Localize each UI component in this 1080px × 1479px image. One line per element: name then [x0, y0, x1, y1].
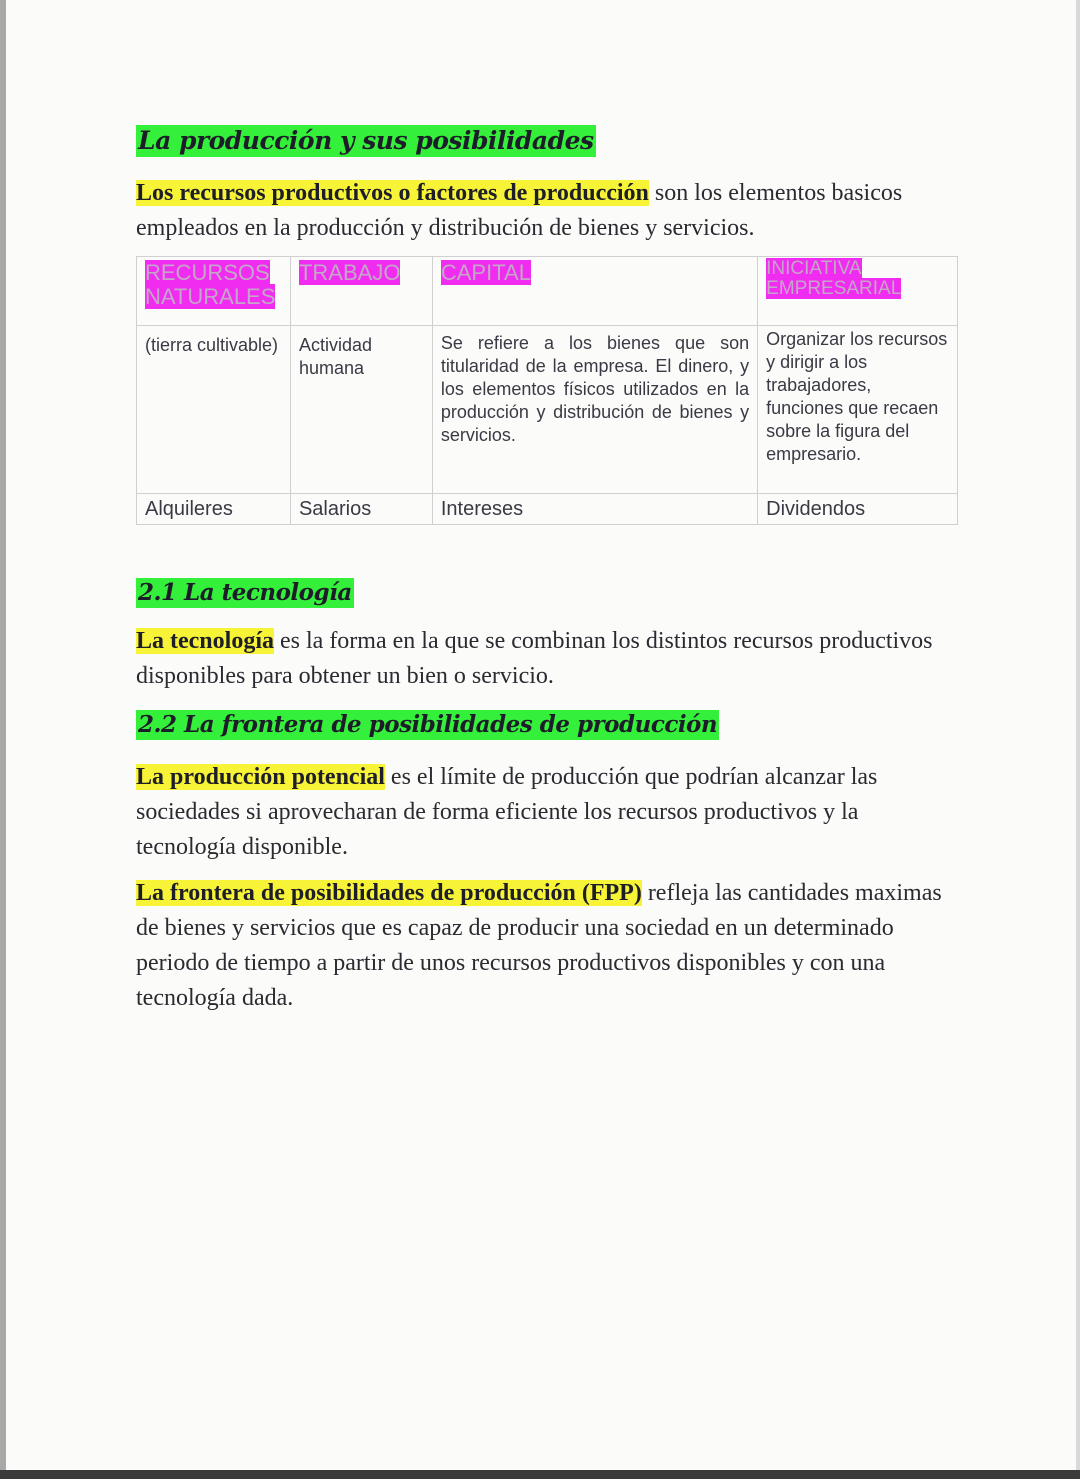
header-cell-iniciativa	[758, 257, 958, 326]
header-iniciativa: INICIATIVA EMPRESARIAL	[766, 258, 902, 299]
table-description-row	[137, 326, 958, 494]
header-capital: CAPITAL	[440, 260, 531, 285]
scan-bottom-edge	[0, 1470, 1080, 1479]
reward-capital: Intereses	[432, 494, 757, 525]
table-reward-row	[137, 494, 958, 525]
desc-capital: Se refiere a los bienes que son titularidad de la empresa. El dinero, y los elementos físicos utilizados en la producción y distribución de bienes y servicios.	[432, 326, 757, 494]
heading-tecnologia: 2.1 La tecnología	[138, 579, 352, 606]
fpp-text: refleja las cantidades maximas de bienes y servicios que es capaz de producir una sociedad en un determinado periodo de tiempo a partir de unos recursos productivos disponibles y con una tecnología dada.	[136, 880, 942, 1011]
intro-text: son los elementos basicos empleados en la producción y distribución de bienes y servicios.	[136, 180, 903, 241]
factors-table	[136, 256, 958, 525]
header-trabajo: TRABAJO	[298, 260, 401, 285]
table-header-row	[137, 257, 958, 326]
desc-iniciativa: Organizar los recursos y dirigir a los trabajadores, funciones que recaen sobre la figura del empresario.	[758, 326, 958, 494]
header-cell-trabajo	[290, 257, 432, 326]
main-heading: La producción y sus posibilidades	[138, 126, 594, 155]
header-cell-capital	[432, 257, 757, 326]
tecnologia-text: es la forma en la que se combinan los distintos recursos productivos disponibles para obtener un bien o servicio.	[136, 628, 933, 689]
header-cell-natural	[137, 257, 291, 326]
produccion-potencial-text: es el límite de producción que podrían alcanzar las sociedades si aprovecharan de forma eficiente los recursos productivos y la tecnología disponible.	[136, 764, 878, 860]
header-natural: RECURSOS NATURALES	[145, 260, 276, 309]
fpp-paragraph	[136, 876, 956, 1016]
reward-trabajo: Salarios	[290, 494, 432, 525]
produccion-potencial-paragraph	[136, 760, 956, 865]
desc-trabajo: Actividad humana	[290, 326, 432, 494]
intro-term: Los recursos productivos o factores de producción	[136, 180, 649, 206]
reward-natural: Alquileres	[137, 494, 291, 525]
tecnologia-term: La tecnología	[136, 628, 274, 654]
desc-natural: (tierra cultivable)	[137, 326, 291, 494]
tecnologia-paragraph	[136, 624, 956, 694]
intro-paragraph	[136, 176, 956, 246]
heading-frontera: 2.2 La frontera de posibilidades de producción	[138, 711, 718, 738]
fpp-term: La frontera de posibilidades de producción (FPP)	[136, 880, 642, 906]
produccion-potencial-term: La producción potencial	[136, 764, 385, 790]
reward-iniciativa: Dividendos	[758, 494, 958, 525]
